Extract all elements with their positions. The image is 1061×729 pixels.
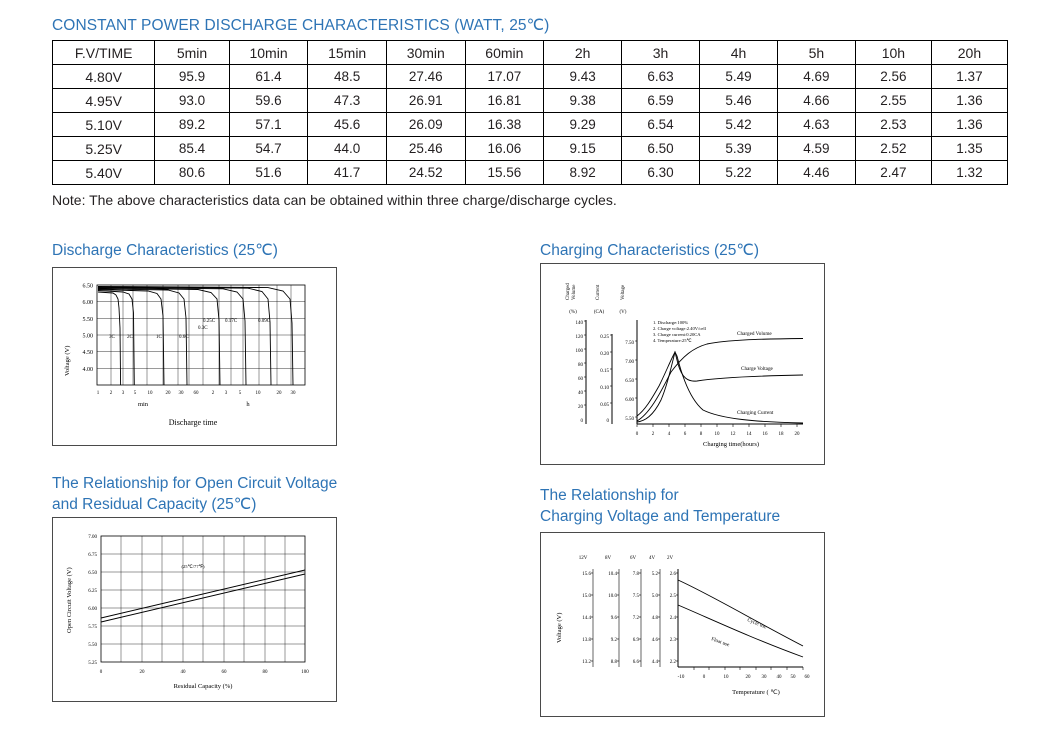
cvt-tick-4v: 4.4 [651,660,658,665]
discharge-x-tick: 20 [276,391,282,396]
charging-x-tick: 6 [683,432,687,437]
table-cell: 4.80V [53,65,155,89]
table-header-cell: 10h [855,41,931,65]
table-cell: 16.06 [465,137,544,161]
cvt-caption-line2: Charging Voltage and Temperature [540,508,781,525]
table-cell: 47.3 [308,89,387,113]
discharge-x-tick: 30 [290,391,296,396]
discharge-chart-caption: Discharge Characteristics (25℃) [52,242,278,259]
table-header-cell: 10min [229,41,308,65]
table-header-cell: 30min [386,41,465,65]
discharge-x-tick: 3 [224,391,228,396]
discharge-y-tick: 4.00 [82,366,93,373]
table-cell: 5.25V [53,137,155,161]
table-note: Note: The above characteristics data can be obtained within three charge/discharge cycles. [52,192,617,208]
table-cell: 48.5 [308,65,387,89]
discharge-curve-label: 0.25C [203,319,216,324]
discharge-curve-label: 0.6C [179,335,189,340]
table-cell: 93.0 [155,89,229,113]
float-use-label: Float use [710,636,731,649]
table-header-cell: 3h [622,41,700,65]
cvt-tick-2v: 2.4 [669,616,676,621]
discharge-x-tick: 10 [147,391,153,396]
table-row [53,137,1008,161]
discharge-curve-label: 0.09C [258,319,271,324]
cvt-tick-4v: 4.6 [651,638,658,643]
table-cell: 5.22 [700,161,778,185]
charging-chart-caption: Charging Characteristics (25℃) [540,242,759,259]
charging-axis-name-volume: Charged [566,283,571,300]
cvt-x-axis-label: Temperature ( ℃) [732,689,780,696]
table-header-cell: 60min [465,41,544,65]
charging-x-tick: 18 [778,432,784,437]
table-cell: 2.56 [855,65,931,89]
table-cell: 54.7 [229,137,308,161]
charging-volume-tick: 120 [575,335,583,340]
charging-chart-svg [541,264,824,464]
cvt-tick-8v: 10.0 [608,594,617,599]
ocv-y-tick: 7.00 [88,535,97,540]
cycle-use-label: Cycle use [746,617,768,631]
table-cell: 89.2 [155,113,229,137]
ocv-annotation: (25℃/77℉) [181,564,205,569]
charging-current-tick: 0.15 [600,369,609,374]
table-cell: 24.52 [386,161,465,185]
table-cell: 5.10V [53,113,155,137]
discharge-y-tick: 6.00 [82,300,93,306]
cvt-x-tick: 60 [804,675,810,680]
table-cell: 1.35 [931,137,1007,161]
table-header-cell: 5min [155,41,229,65]
ocv-x-tick: 0 [99,670,103,675]
charging-note: 3. Charge current:0.20CA [653,332,701,337]
charging-unit-v: (V) [619,310,627,315]
table-cell: 1.36 [931,113,1007,137]
discharge-curve-label: 2C [127,335,133,340]
ocv-caption-line2: and Residual Capacity (25℃) [52,496,257,513]
ocv-x-tick: 60 [221,670,227,675]
charging-x-tick: 12 [730,432,736,437]
table-cell: 85.4 [155,137,229,161]
charging-voltage-tick: 6.00 [625,398,634,403]
charging-current-label: Charging Current [737,410,774,416]
charging-voltage-tick: 7.50 [625,341,634,346]
charge-voltage-label: Charge Voltage [741,366,773,372]
table-cell: 5.42 [700,113,778,137]
discharge-x-tick: 2 [211,391,215,396]
charging-volume-tick: 0 [580,419,583,424]
charging-note: 4. Temperature:25℃ [653,338,692,343]
cvt-y-axis-label: Voltage (V) [556,612,563,643]
cvt-axis-header-4v: 4V [648,556,656,561]
charging-x-tick: 16 [762,432,768,437]
table-cell: 4.66 [777,89,855,113]
cvt-tick-8v: 8.8 [610,660,617,665]
charging-voltage-tick: 5.50 [625,417,634,422]
charging-volume-tick: 60 [578,377,583,382]
table-row [53,65,1008,89]
cvt-tick-12v: 13.2 [582,660,591,665]
cvt-x-tick: 10 [723,675,729,680]
table-cell: 1.32 [931,161,1007,185]
discharge-x-tick: 10 [255,391,261,396]
discharge-chart-svg [53,268,336,445]
charging-characteristics-chart [540,263,825,465]
table-header-row [53,41,1008,65]
table-cell: 41.7 [308,161,387,185]
discharge-x-tick: 5 [238,391,242,396]
ocv-y-tick: 6.25 [88,589,97,594]
table-cell: 15.56 [465,161,544,185]
table-cell: 9.43 [544,65,622,89]
table-cell: 26.09 [386,113,465,137]
table-cell: 6.54 [622,113,700,137]
discharge-curve-label: 1C [156,335,162,340]
table-cell: 6.30 [622,161,700,185]
charging-volume-tick: 80 [578,363,583,368]
table-cell: 9.29 [544,113,622,137]
charging-note: 1. Discharge:100% [653,320,689,325]
table-cell: 4.59 [777,137,855,161]
table-cell: 80.6 [155,161,229,185]
charging-x-tick: 10 [714,432,720,437]
cvt-tick-8v: 10.4 [608,572,617,577]
table-cell: 9.15 [544,137,622,161]
ocv-chart-svg [53,518,336,701]
discharge-characteristics-chart [52,267,337,446]
charging-current-curve [637,352,803,423]
cvt-tick-12v: 15.6 [582,572,591,577]
cvt-tick-8v: 9.2 [610,638,617,643]
ocv-x-tick: 80 [262,670,268,675]
table-cell: 2.55 [855,89,931,113]
charging-axis-name-volume2: Volume [572,284,577,300]
table-cell: 1.37 [931,65,1007,89]
cvt-tick-12v: 14.4 [582,616,591,621]
table-cell: 5.40V [53,161,155,185]
cvt-tick-4v: 4.8 [651,616,658,621]
table-cell: 5.46 [700,89,778,113]
charging-current-tick: 0.05 [600,403,609,408]
cvt-tick-6v: 6.6 [632,660,639,665]
table-cell: 44.0 [308,137,387,161]
ocv-x-tick: 40 [180,670,186,675]
cvt-caption-line1: The Relationship for [540,487,679,504]
discharge-x-unit-h: h [246,401,250,408]
discharge-x-tick: 3 [121,391,125,396]
page-title: CONSTANT POWER DISCHARGE CHARACTERISTICS (WATT, 25℃) [52,17,550,34]
table-cell: 45.6 [308,113,387,137]
table-cell: 1.36 [931,89,1007,113]
discharge-x-tick: 30 [178,391,184,396]
charging-x-tick: 2 [651,432,655,437]
cvt-x-tick: 20 [745,675,751,680]
charging-x-tick: 8 [699,432,703,437]
cvt-chart-svg [541,533,824,716]
charging-x-tick: 4 [667,432,671,437]
table-cell: 5.39 [700,137,778,161]
charging-axis-name-current: Current [596,284,601,300]
charging-unit-percent: (%) [569,310,577,315]
table-cell: 6.50 [622,137,700,161]
table-cell: 26.91 [386,89,465,113]
cvt-axis-header-2v: 2V [666,556,674,561]
discharge-x-tick: 20 [165,391,171,396]
ocv-y-tick: 5.50 [88,643,97,648]
ocv-y-tick: 5.75 [88,625,97,630]
cvt-tick-2v: 2.3 [669,638,676,643]
table-cell: 27.46 [386,65,465,89]
cvt-x-tick: 0 [702,675,706,680]
table-cell: 2.52 [855,137,931,161]
cvt-x-tick: 50 [790,675,796,680]
table-cell: 2.53 [855,113,931,137]
cvt-tick-4v: 5.0 [651,594,658,599]
ocv-x-tick: 20 [139,670,145,675]
table-row [53,113,1008,137]
charging-axis-name-voltage: Voltage [621,284,626,300]
charging-x-tick: 20 [794,432,800,437]
ocv-y-tick: 6.50 [88,571,97,576]
table-cell: 4.69 [777,65,855,89]
ocv-y-tick: 6.00 [88,607,97,612]
table-header-cell: 20h [931,41,1007,65]
charging-volume-tick: 100 [575,349,583,354]
cvt-tick-12v: 15.0 [582,594,591,599]
discharge-curve-label: 0.17C [225,319,238,324]
cvt-tick-6v: 7.2 [632,616,639,621]
charging-volume-tick: 20 [578,405,583,410]
discharge-y-axis-label: Voltage (V) [64,345,71,376]
charging-voltage-temperature-chart [540,532,825,717]
discharge-x-tick: 2 [109,391,113,396]
discharge-x-tick: 5 [133,391,137,396]
ocv-caption-line1: The Relationship for Open Circuit Voltage [52,475,338,492]
table-cell: 8.92 [544,161,622,185]
charging-current-tick: 0 [606,419,609,424]
discharge-x-axis-label: Discharge time [168,418,218,427]
ocv-y-tick: 5.25 [88,661,97,666]
table-cell: 16.81 [465,89,544,113]
cvt-tick-2v: 2.6 [669,572,676,577]
table-cell: 59.6 [229,89,308,113]
cvt-axis-header-8v: 8V [604,556,612,561]
charging-volume-tick: 40 [578,391,583,396]
discharge-x-unit-min: min [137,401,149,408]
discharge-y-tick: 6.50 [82,283,93,290]
charging-unit-ca: (CA) [593,310,605,315]
charging-x-tick: 0 [635,432,639,437]
charging-current-tick: 0.20 [600,352,609,357]
table-row [53,161,1008,185]
discharge-x-tick: 1 [96,391,100,396]
discharge-y-tick: 5.50 [82,316,93,323]
table-cell: 61.4 [229,65,308,89]
cvt-axis-header-12v: 12V [578,556,588,561]
ocv-x-axis-label: Residual Capacity (%) [173,683,233,690]
charging-volume-tick: 140 [575,321,583,326]
charged-volume-label: Charged Volume [737,331,772,337]
table-cell: 6.59 [622,89,700,113]
cvt-tick-6v: 7.5 [632,594,639,599]
charging-note: 2. Charge voltage:2.40V/cell [653,326,706,331]
cvt-x-tick: -10 [677,675,685,680]
ocv-y-tick: 6.75 [88,553,97,558]
table-cell: 4.95V [53,89,155,113]
table-header-cell: 5h [777,41,855,65]
table-cell: 17.07 [465,65,544,89]
cvt-tick-6v: 7.8 [632,572,639,577]
constant-power-discharge-table [52,40,1008,185]
cvt-x-tick: 30 [761,675,767,680]
cvt-tick-12v: 13.8 [582,638,591,643]
ocv-y-axis-label: Open Circuit Voltage (V) [66,567,73,633]
table-cell: 5.49 [700,65,778,89]
table-header-cell: 4h [700,41,778,65]
cvt-tick-2v: 2.5 [669,594,676,599]
discharge-x-tick: 60 [193,391,199,396]
table-cell: 4.46 [777,161,855,185]
charge-voltage-curve [637,352,803,416]
table-cell: 95.9 [155,65,229,89]
charging-x-axis-label: Charging time(hours) [702,441,760,448]
table-cell: 9.38 [544,89,622,113]
table-cell: 4.63 [777,113,855,137]
table-cell: 2.47 [855,161,931,185]
table-cell: 16.38 [465,113,544,137]
table-cell: 25.46 [386,137,465,161]
cvt-tick-6v: 6.9 [632,638,639,643]
charging-current-tick: 0.10 [600,386,609,391]
table-header-cell: F.V/TIME [53,41,155,65]
table-cell: 57.1 [229,113,308,137]
table-header-cell: 2h [544,41,622,65]
cvt-x-tick: 40 [776,675,782,680]
cvt-axis-header-6v: 6V [629,556,637,561]
cvt-tick-8v: 9.6 [610,616,617,621]
discharge-y-tick: 5.00 [82,333,93,340]
charging-x-tick: 14 [746,432,752,437]
ocv-residual-capacity-chart [52,517,337,702]
cvt-tick-4v: 5.2 [651,572,658,577]
table-row [53,89,1008,113]
discharge-curve-label: 0.3C [198,326,208,331]
charging-voltage-tick: 7.00 [625,360,634,365]
discharge-y-tick: 4.50 [82,350,93,357]
table-cell: 51.6 [229,161,308,185]
ocv-x-tick: 100 [301,670,309,675]
table-header-cell: 15min [308,41,387,65]
charging-current-tick: 0.25 [600,335,609,340]
ocv-chart-caption [52,473,452,515]
table-cell: 6.63 [622,65,700,89]
cvt-chart-caption [540,485,940,527]
discharge-curve-label: 3C [109,335,115,340]
cvt-tick-2v: 2.2 [669,660,676,665]
charging-voltage-tick: 6.50 [625,379,634,384]
